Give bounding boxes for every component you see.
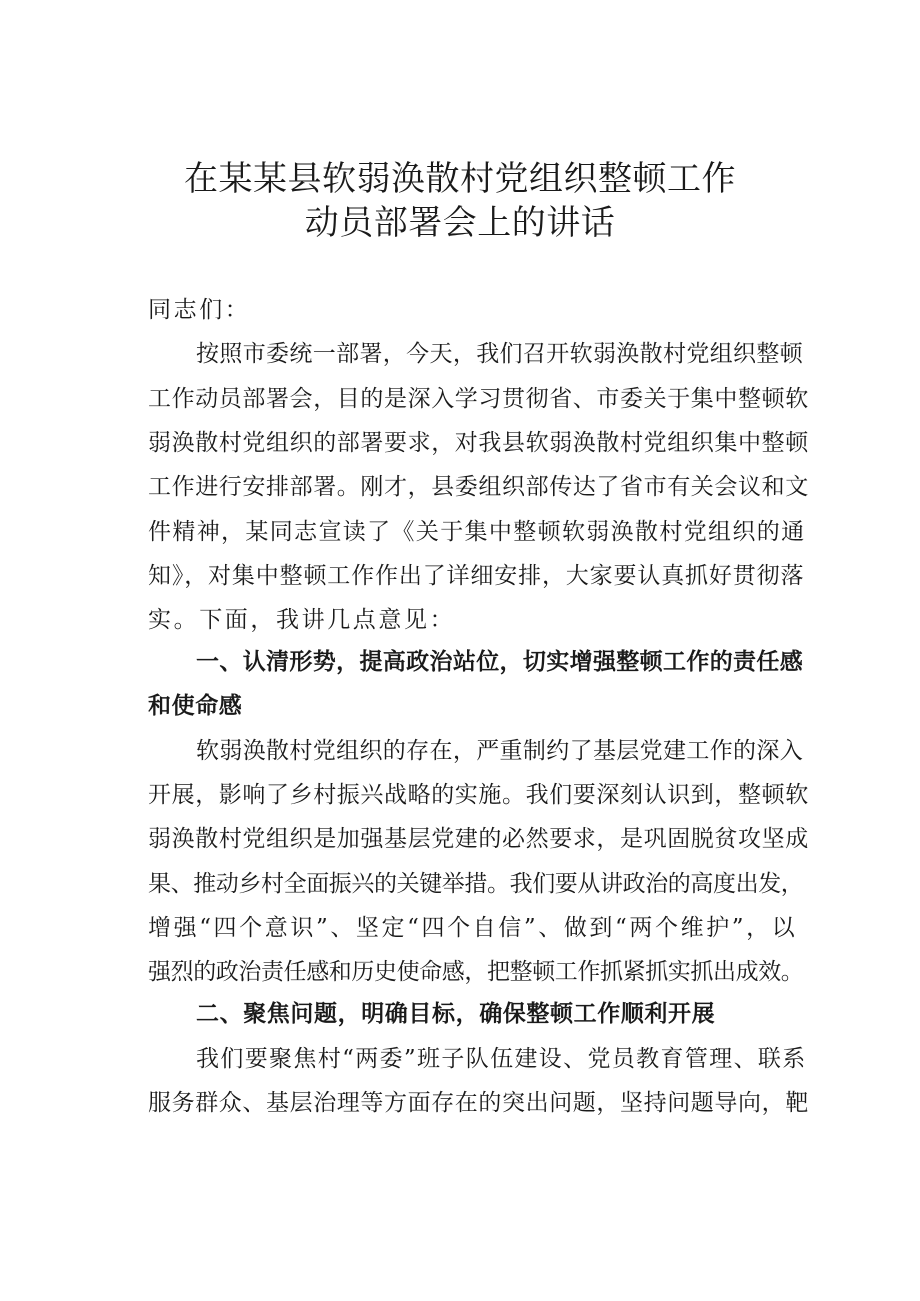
paragraph-line: 服务群众、基层治理等方面存在的突出问题，坚持问题导向，靶 [148, 1090, 809, 1116]
paragraph-line: 弱涣散村党组织的部署要求，对我县软弱涣散村党组织集中整顿 [148, 430, 809, 456]
paragraph-line: 开展，影响了乡村振兴战略的实施。我们要深刻认识到，整顿软 [148, 782, 809, 808]
paragraph-line: 工作进行安排部署。刚才，县委组织部传达了省市有关会议和文 [148, 474, 809, 500]
paragraph-line: 我们要聚焦村“两委”班子队伍建设、党员教育管理、联系 [196, 1046, 807, 1072]
paragraph-line: 强烈的政治责任感和历史使命感，把整顿工作抓紧抓实抓出成效。 [148, 959, 804, 985]
paragraph-line: 按照市委统一部署，今天，我们召开软弱涣散村党组织整顿 [196, 341, 804, 367]
paragraph-line: 弱涣散村党组织是加强基层党建的必然要求，是巩固脱贫攻坚成 [148, 826, 809, 852]
section-heading-line: 一、认清形势，提高政治站位，切实增强整顿工作的责任感 [196, 649, 804, 675]
section-heading-line: 和使命感 [148, 693, 243, 719]
salutation: 同志们： [148, 297, 251, 323]
section-heading-2: 二、聚焦问题，明确目标，确保整顿工作顺利开展 [196, 1001, 716, 1027]
paragraph-line: 软弱涣散村党组织的存在，严重制约了基层党建工作的深入 [196, 738, 804, 764]
paragraph-line: 增强“四个意识”、坚定“四个自信”、做到“两个维护”，以 [148, 915, 798, 941]
paragraph-line: 知》，对集中整顿工作作出了详细安排，大家要认真抓好贯彻落 [148, 563, 805, 589]
paragraph-line: 果、推动乡村全面振兴的关键举措。我们要从讲政治的高度出发， [148, 871, 804, 897]
paragraph-line: 实。下面，我讲几点意见： [148, 607, 456, 633]
paragraph-line: 件精神，某同志宣读了《关于集中整顿软弱涣散村党组织的通 [148, 519, 806, 545]
document-title-line-1: 在某某县软弱涣散村党组织整顿工作 [184, 159, 736, 199]
paragraph-line: 工作动员部署会，目的是深入学习贯彻省、市委关于集中整顿软 [148, 386, 809, 412]
document-title-line-2: 动员部署会上的讲话 [304, 203, 616, 243]
